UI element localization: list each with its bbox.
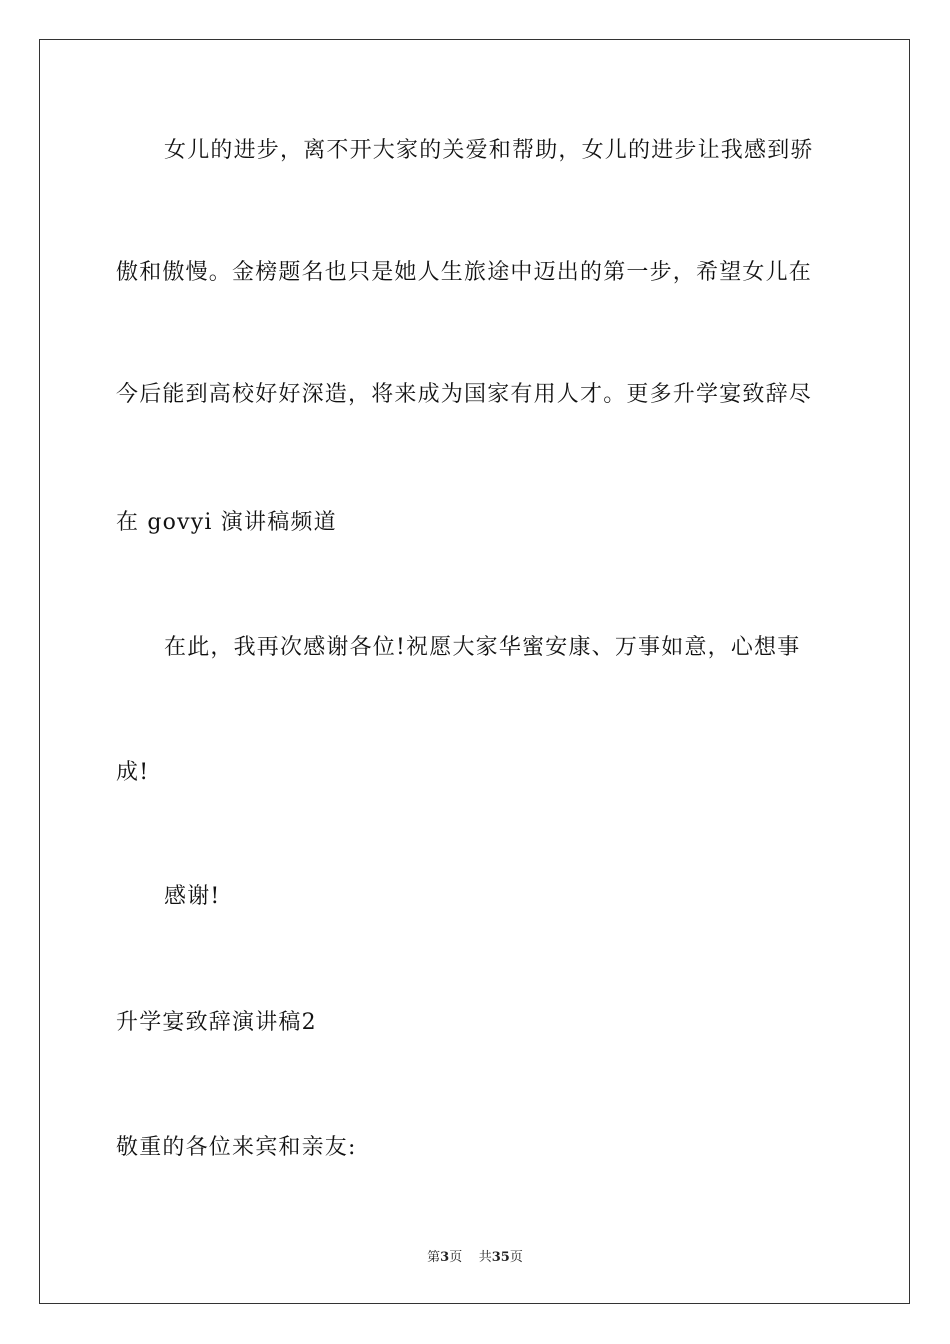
- page-prefix: 第: [427, 1250, 441, 1265]
- total-suffix: 页: [509, 1250, 523, 1265]
- page-suffix: 页: [449, 1250, 463, 1265]
- page-number: 3: [440, 1250, 450, 1265]
- paragraph-line: 成!: [116, 760, 150, 785]
- section-heading: 升学宴致辞演讲稿2: [116, 1010, 317, 1035]
- paragraph-line: 女儿的进步，离不开大家的关爱和帮助，女儿的进步让我感到骄: [164, 138, 814, 163]
- paragraph-line: 傲和傲慢。金榜题名也只是她人生旅途中迈出的第一步，希望女儿在: [116, 260, 813, 285]
- page-footer: [0, 1246, 950, 1265]
- paragraph-line: 在 govyi 演讲稿频道: [116, 510, 337, 535]
- total-prefix: 共: [478, 1250, 492, 1265]
- salutation: 敬重的各位来宾和亲友:: [116, 1135, 357, 1160]
- paragraph-line: 感谢!: [164, 884, 221, 909]
- total-pages: 35: [491, 1250, 510, 1265]
- paragraph-line: 今后能到高校好好深造，将来成为国家有用人才。更多升学宴致辞尽: [116, 382, 813, 407]
- paragraph-line: 在此，我再次感谢各位!祝愿大家华蜜安康、万事如意，心想事: [164, 635, 801, 660]
- page-border: [39, 39, 910, 1304]
